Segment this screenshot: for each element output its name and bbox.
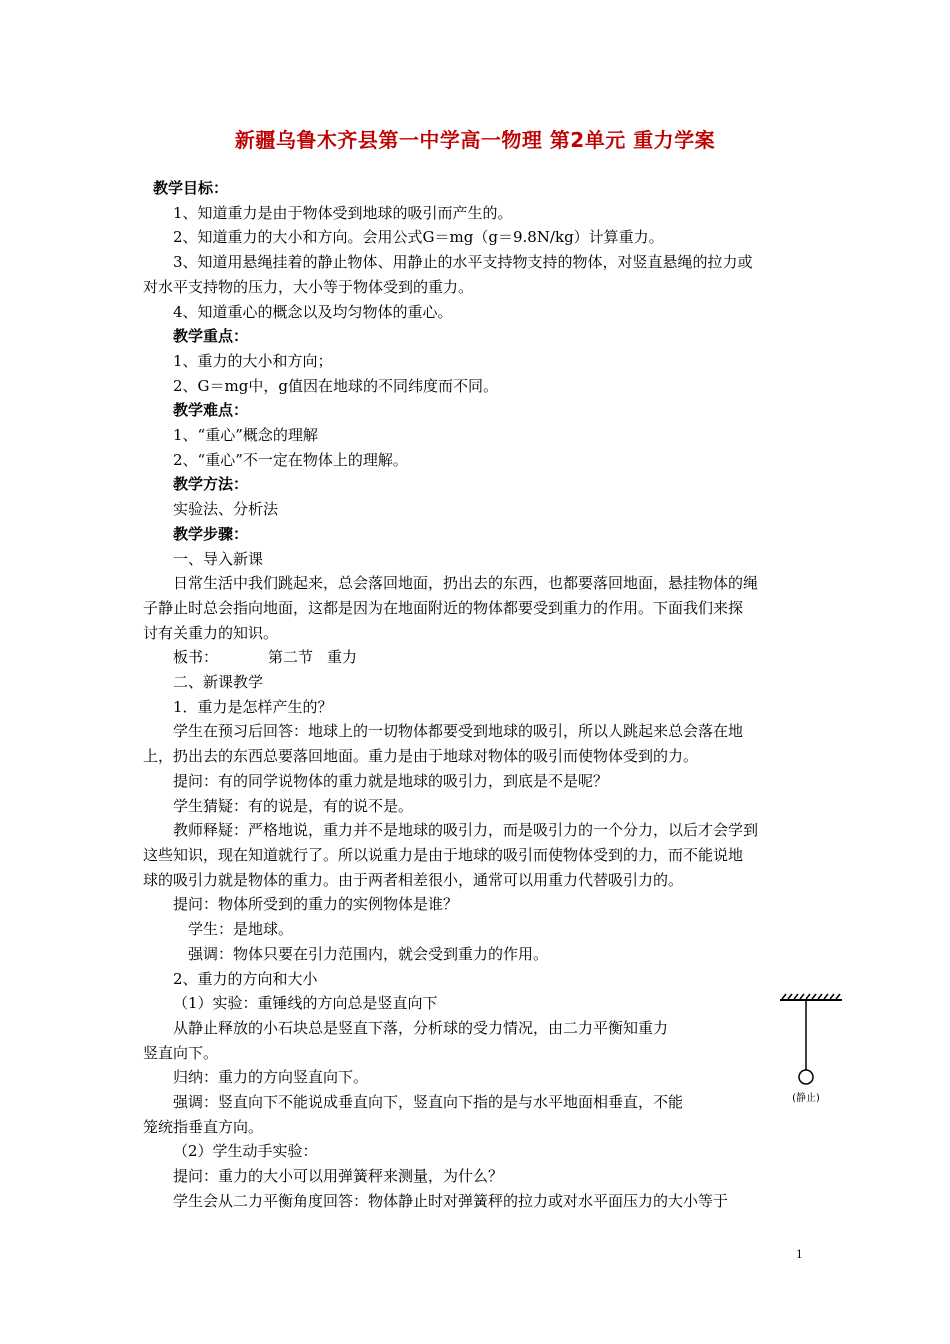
paragraph-line: 讨有关重力的知识。 — [143, 623, 279, 642]
paragraph-line: （1）实验：重锤线的方向总是竖直向下 — [173, 994, 438, 1013]
paragraph-line: 提问：物体所受到的重力的实例物体是谁？ — [173, 895, 459, 914]
key-point-item: 1、重力的大小和方向； — [173, 351, 333, 370]
paragraph-line: 教师释疑：严格地说，重力并不是地球的吸引力，而是吸引力的一个分力，以后才会学到 — [173, 821, 759, 840]
paragraph-line: 提问：重力的大小可以用弹簧秤来测量，为什么？ — [173, 1167, 504, 1186]
difficulties-heading: 教学难点： — [173, 401, 249, 420]
steps-heading: 教学步骤： — [173, 524, 249, 543]
paragraph-line: 笼统指垂直方向。 — [143, 1117, 264, 1136]
figure-label: (静止) — [792, 1093, 820, 1104]
board-topic: 重力 — [327, 648, 358, 667]
paragraph-line: 上，扔出去的东西总要落回地面。重力是由于地球对物体的吸引而使物体受到的力。 — [143, 747, 699, 766]
paragraph-line: 学生会从二力平衡角度回答：物体静止时对弹簧秤的拉力或对水平面压力的大小等于 — [173, 1191, 729, 1210]
paragraph-line: （2）学生动手实验： — [173, 1142, 318, 1161]
methods-text: 实验法、分析法 — [173, 500, 279, 519]
page-number: 1 — [796, 1246, 803, 1261]
paragraph-line: 竖直向下。 — [143, 1043, 219, 1062]
document-title: 新疆乌鲁木齐县第一中学高一物理 第2单元 重力学案 — [234, 128, 716, 152]
board-section: 第二节 — [268, 648, 314, 667]
goal-item: 1、知道重力是由于物体受到地球的吸引而产生的。 — [173, 203, 513, 222]
board-label: 板书： — [173, 648, 219, 667]
question-heading: 2、重力的方向和大小 — [173, 969, 318, 988]
goal-item: 4、知道重心的概念以及均匀物体的重心。 — [173, 302, 453, 321]
ceiling-hatch — [782, 994, 840, 999]
paragraph-line: 强调：竖直向下不能说成垂直向下，竖直向下指的是与水平地面相垂直，不能 — [173, 1093, 684, 1112]
paragraph-line: 子静止时总会指向地面，这都是因为在地面附近的物体都要受到重力的作用。下面我们来探 — [143, 598, 744, 617]
goal-item-continued: 对水平支持物的压力，大小等于物体受到的重力。 — [143, 277, 474, 296]
step-heading: 二、新课教学 — [173, 673, 264, 692]
goals-heading: 教学目标： — [153, 179, 229, 197]
board-writing — [143, 645, 811, 670]
paragraph-line: 强调：物体只要在引力范围内，就会受到重力的作用。 — [188, 944, 549, 963]
plumb-bob — [799, 1070, 813, 1084]
difficulty-item: 1、“重心”概念的理解 — [173, 426, 318, 445]
paragraph-line: 学生在预习后回答：地球上的一切物体都要受到地球的吸引，所以人跳起来总会落在地 — [173, 722, 744, 741]
goal-item: 3、知道用悬绳挂着的静止物体、用静止的水平支持物支持的物体，对竖直悬绳的拉力或 — [173, 253, 753, 272]
difficulty-item: 2、“重心”不一定在物体上的理解。 — [173, 450, 408, 469]
paragraph-line: 这些知识，现在知道就行了。所以说重力是由于地球的吸引而使物体受到的力，而不能说地 — [143, 845, 744, 864]
paragraph-line: 提问：有的同学说物体的重力就是地球的吸引力，到底是不是呢？ — [173, 771, 609, 790]
paragraph-line: 日常生活中我们跳起来，总会落回地面，扔出去的东西，也都要落回地面，悬挂物体的绳 — [173, 574, 759, 593]
question-heading: 1．重力是怎样产生的？ — [173, 697, 333, 716]
paragraph-line: 学生猜疑：有的说是，有的说不是。 — [173, 796, 414, 815]
goal-item: 2、知道重力的大小和方向。会用公式G＝mg（g＝9.8N/kg）计算重力。 — [173, 228, 664, 247]
paragraph-line: 学生：是地球。 — [188, 920, 294, 939]
paragraph-line: 从静止释放的小石块总是竖直下落，分析球的受力情况，由二力平衡知重力 — [173, 1018, 669, 1037]
key-point-item: 2、G＝mg中，g值因在地球的不同纬度而不同。 — [173, 376, 498, 395]
key-points-heading: 教学重点： — [173, 327, 249, 346]
plumb-line-figure — [778, 992, 844, 1112]
paragraph-line: 球的吸引力就是物体的重力。由于两者相差很小，通常可以用重力代替吸引力的。 — [143, 870, 684, 889]
paragraph-line: 归纳：重力的方向竖直向下。 — [173, 1068, 369, 1087]
methods-heading: 教学方法： — [173, 475, 249, 494]
document-body — [143, 176, 811, 1214]
step-heading: 一、导入新课 — [173, 549, 264, 568]
